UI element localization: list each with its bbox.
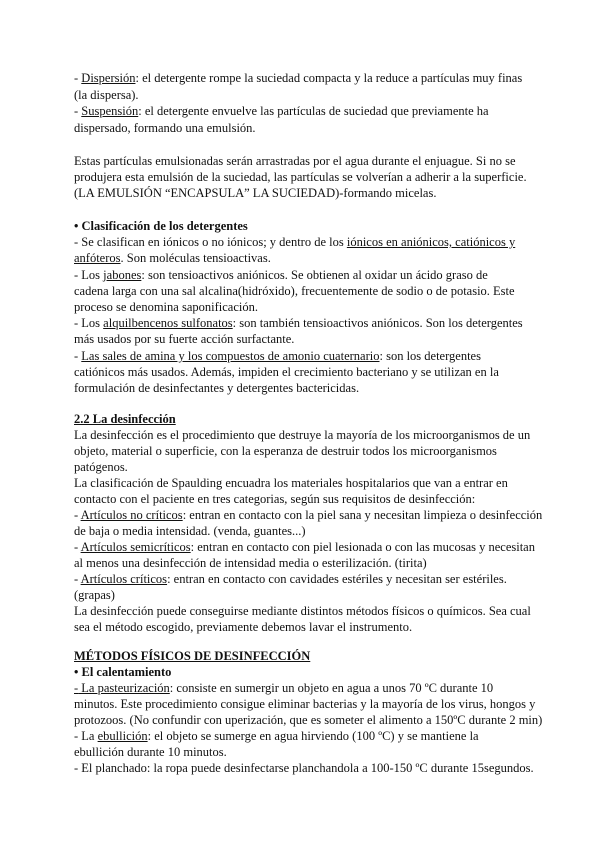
sales-line2: catiónicos más usados. Además, impiden el crecimiento bacteriano y se utilizan en la (74, 365, 499, 379)
alquilbencenos-line2: más usados por su fuerte acción surfactante. (74, 332, 295, 346)
sales-prefix: - (74, 349, 82, 363)
dispersion-line1: - Dispersión: el detergente rompe la suciedad compacta y la reduce a partículas muy finas (74, 71, 523, 85)
spaulding-line1: La clasificación de Spaulding encuadra los materiales hospitalarios que van a entrar en (74, 476, 508, 490)
sales-line3: formulación de desinfectantes y detergentes bactericidas. (74, 381, 360, 395)
metodos-title: MÉTODOS FÍSICOS DE DESINFECCIÓN (74, 649, 311, 663)
sales-term: Las sales de amina y los compuestos de amonio cuaternario (81, 349, 380, 363)
alquilbencenos-term: alquilbencenos sulfonatos (103, 316, 233, 330)
pasteurizacion-line1 (74, 680, 522, 697)
ebullicion-prefix: - La (74, 729, 98, 743)
suspension-term: Suspensión (81, 104, 139, 118)
jabones-line2: cadena larga con una sal alcalina(hidróxido), frecuentemente de sodio o de potasio. Este (74, 284, 515, 298)
jabones-text: : son tensioactivos aniónicos. Se obtienen al oxidar un ácido graso de (141, 268, 488, 282)
calentamiento-title: • El calentamiento (74, 665, 172, 679)
semicriticos-line2: al menos una desinfección de intensidad media o esterilización. (tirita) (74, 556, 427, 570)
jabones-prefix: - Los (74, 268, 104, 282)
methods-line2: sea el método escogido, previamente debemos lavar el instrumento. (74, 620, 413, 634)
emulsion-line1: Estas partículas emulsionadas serán arrastradas por el agua durante el enjuague. Si no se (74, 154, 516, 168)
ebullicion-line2: ebullición durante 10 minutos. (74, 745, 227, 759)
classification-title: • Clasificación de los detergentes (74, 219, 248, 233)
suspension-line1: - Suspensión: el detergente envuelve las partículas de suciedad que previamente ha (74, 104, 489, 118)
criticos-term: Artículos críticos (80, 572, 168, 586)
dispersion-text: : el detergente rompe la suciedad compacta y la reduce a partículas muy finas (135, 71, 523, 85)
sales-text: : son los detergentes (379, 349, 481, 363)
classification-intro-text: - Se clasifican en iónicos o no iónicos; y dentro de los (74, 235, 347, 249)
jabones-line3: proceso se denomina saponificación. (74, 300, 258, 314)
metodos-heading (74, 648, 522, 665)
methods-line1: La desinfección puede conseguirse mediante distintos métodos físicos o químicos. Sea cual (74, 604, 531, 618)
anfoteros-term: anfóteros (74, 251, 121, 265)
classification-intro-line1 (74, 234, 522, 251)
pasteurizacion-term: - La pasteurización (74, 681, 170, 695)
criticos-line1: - Artículos críticos: entran en contacto con cavidades estériles y necesitan ser estériles. (74, 572, 507, 586)
no-criticos-line2: de baja o media intensidad. (venda, guantes...) (74, 524, 306, 538)
no-criticos-text: : entran en contacto con la piel sana y necesitan limpieza o desinfección (182, 508, 543, 522)
alquilbencenos-prefix: - Los (74, 316, 104, 330)
semicriticos-term: Artículos semicríticos (80, 540, 191, 554)
suspension-text: : el detergente envuelve las partículas de suciedad que previamente ha (138, 104, 489, 118)
alquilbencenos-line1 (74, 315, 522, 332)
ebullicion-line1 (74, 728, 522, 745)
classification-heading (74, 218, 522, 235)
planchado-line: - El planchado: la ropa puede desinfectarse planchandola a 100-150 ºC durante 15segundos. (74, 761, 534, 775)
desinfeccion-def-line3: patógenos. (74, 460, 128, 474)
alquilbencenos-text: : son también tensioactivos aniónicos. Son los detergentes (232, 316, 523, 330)
dispersion-line2: (la dispersa). (74, 88, 139, 102)
emulsion-line3: (LA EMULSIÓN “ENCAPSULA” LA SUCIEDAD)-formando micelas. (74, 186, 437, 200)
jabones-line1 (74, 267, 522, 284)
semicriticos-line1: - Artículos semicríticos: entran en contacto con piel lesionada o con las mucosas y necesitan (74, 540, 535, 554)
criticos-line2: (grapas) (74, 588, 115, 602)
desinfeccion-heading (74, 411, 522, 428)
criticos-text: : entran en contacto con cavidades estériles y necesitan ser estériles. (167, 572, 507, 586)
sales-line1 (74, 348, 522, 365)
desinfeccion-def-line1: La desinfección es el procedimiento que destruye la mayoría de los microorganismos de un (74, 428, 531, 442)
semicriticos-text: : entran en contacto con piel lesionada o con las mucosas y necesitan (190, 540, 535, 554)
ebullicion-term: ebullición (97, 729, 148, 743)
classification-intro-line2 (74, 250, 522, 267)
no-criticos-term: Artículos no críticos (80, 508, 183, 522)
pasteurizacion-line3: protozoos. (No confundir con uperización, que es someter el alimento a 150ºC durante 2 min) (74, 713, 543, 727)
calentamiento-heading (74, 664, 522, 681)
classification-intro-end: . Son moléculas tensioactivas. (120, 251, 271, 265)
spaulding-line2: contacto con el paciente en tres categorias, según sus requisitos de desinfección: (74, 492, 476, 506)
emulsion-line2: produjera esta emulsión de la suciedad, las partículas se volverían a adherir a la superficie. (74, 170, 527, 184)
pasteurizacion-line2: minutos. Este procedimiento consigue eliminar bacterias y la mayoría de los virus, hongos y (74, 697, 536, 711)
no-criticos-line1: - Artículos no críticos: entran en contacto con la piel sana y necesitan limpieza o desinfección (74, 508, 543, 522)
suspension-line2: dispersado, formando una emulsión. (74, 121, 256, 135)
ebullicion-text: : el objeto se sumerge en agua hirviendo (100 ºC) y se mantiene la (147, 729, 479, 743)
desinfeccion-def-line2: objeto, material o superficie, con la esperanza de destruir todos los microorganismos (74, 444, 497, 458)
jabones-term: jabones (103, 268, 142, 282)
desinfeccion-title: 2.2 La desinfección (74, 412, 176, 426)
pasteurizacion-text: : consiste en sumergir un objeto en agua a unos 70 ºC durante 10 (169, 681, 494, 695)
ionic-types-term: iónicos en aniónicos, catiónicos y (346, 235, 516, 249)
dispersion-term: Dispersión (81, 71, 136, 85)
